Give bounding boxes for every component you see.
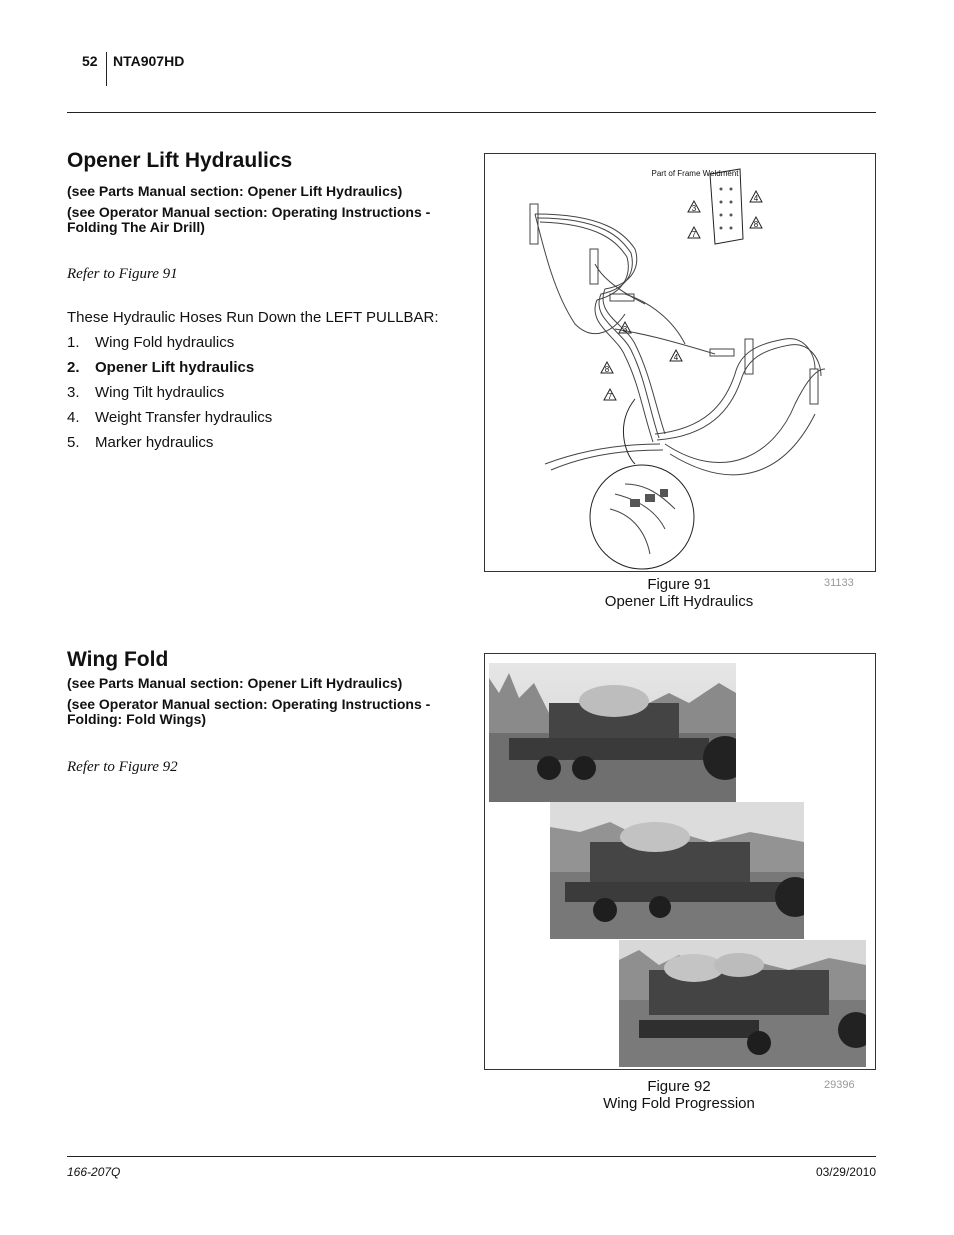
figure-91-title: Opener Lift Hydraulics [604, 593, 754, 610]
figure-91-id: 31133 [824, 577, 854, 589]
callout-3: 3 [691, 204, 697, 213]
list-item: 4. Weight Transfer hydraulics [67, 409, 273, 426]
callout-8: 8 [753, 220, 759, 229]
parts-manual-ref: (see Parts Manual section: Opener Lift Hydraulics) [67, 675, 403, 691]
hoses-intro: These Hydraulic Hoses Run Down the LEFT PULLBAR: [67, 309, 439, 326]
list-item: 5. Marker hydraulics [67, 434, 214, 451]
list-item: 2. Opener Lift hydraulics [67, 359, 255, 376]
callout-7: 7 [607, 392, 613, 401]
figure-92-title: Wing Fold Progression [603, 1095, 755, 1112]
header-separator [106, 52, 107, 86]
hydraulic-hose-diagram [485, 154, 875, 571]
figure-91-label: Figure 91 [647, 576, 711, 593]
operator-manual-ref: (see Operator Manual section: Operating Instructions - Folding: Fold Wings) [67, 696, 431, 727]
revision-date: 03/29/2010 [815, 1165, 876, 1179]
footer-rule [67, 1156, 876, 1157]
figure-reference: Refer to Figure 92 [67, 759, 178, 775]
callout-3: 3 [622, 325, 628, 334]
figure-92-id: 29396 [824, 1079, 855, 1091]
list-item: 1. Wing Fold hydraulics [67, 334, 235, 351]
wing-fold-photo-3 [619, 940, 866, 1067]
list-item: 3. Wing Tilt hydraulics [67, 384, 225, 401]
frame-weldment-label: Part of Frame Weldment [651, 169, 739, 178]
figure-reference: Refer to Figure 91 [67, 266, 178, 282]
section-title-wing-fold: Wing Fold [67, 648, 169, 671]
callout-4: 4 [673, 353, 679, 362]
figure-92-photos [484, 653, 876, 1070]
callout-7: 7 [691, 230, 697, 239]
page-number: 52 [82, 53, 98, 69]
document-number: 166-207Q [67, 1165, 121, 1179]
wing-fold-photo-2 [550, 802, 804, 939]
figure-92-caption [484, 1078, 874, 1112]
model-name: NTA907HD [113, 53, 185, 69]
wing-fold-photo-1 [489, 663, 736, 802]
section-title-opener-lift: Opener Lift Hydraulics [67, 149, 293, 172]
header-rule [67, 112, 876, 113]
hose-list [67, 334, 272, 459]
parts-manual-ref: (see Parts Manual section: Opener Lift Hydraulics) [67, 183, 403, 199]
callout-4: 4 [753, 194, 759, 203]
figure-91-diagram [484, 153, 876, 572]
figure-91-caption [484, 576, 874, 610]
figure-92-label: Figure 92 [647, 1078, 711, 1095]
callout-8: 8 [604, 365, 610, 374]
operator-manual-ref: (see Operator Manual section: Operating Instructions - Folding The Air Drill) [67, 204, 431, 235]
